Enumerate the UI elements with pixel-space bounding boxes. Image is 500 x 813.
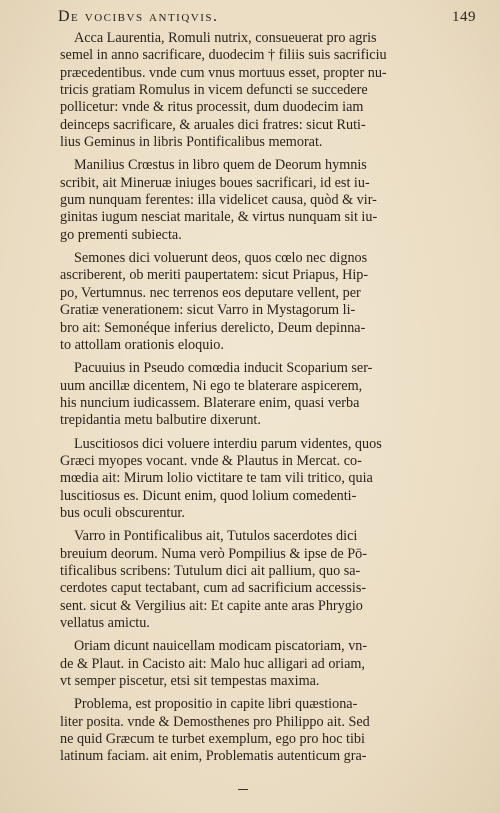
text-line: semel in anno sacrificare, duodecim † filiis suis sacrificiu: [60, 47, 387, 64]
paragraph: [60, 360, 474, 429]
text-line: Oriam dicunt nauicellam modicam piscatoriam, vn-: [74, 638, 368, 655]
text-line: Semones dici voluerunt deos, quos cœlo nec dignos: [74, 250, 368, 267]
paragraph: [60, 638, 474, 690]
body-text: [60, 30, 474, 772]
footer-mark: [238, 789, 248, 790]
text-line: Manilius Crœstus in libro quem de Deorum hymnis: [74, 157, 367, 174]
text-line: gum nunquam ferentes: illa videlicet causa, quòd & vir-: [60, 192, 377, 209]
text-line: cerdotes caput tectabant, cum ad sacrificium accessis-: [60, 580, 367, 597]
text-line: liter posita. vnde & Demosthenes pro Philippo ait. Sed: [60, 713, 370, 730]
text-line: Luscitiosos dici voluere interdiu parum videntes, quos: [74, 435, 382, 452]
text-line: præcedentibus. vnde cum vnus mortuus esset, propter nu-: [60, 64, 387, 81]
text-line: uum ancillæ dicentem, Ni ego te blaterare aspicerem,: [60, 377, 363, 394]
text-line: Græci myopes vocant. vnde & Plautus in Mercat. co-: [60, 452, 362, 469]
text-line: tificalibus scribens: Tutulum dici ait pallium, quo sa-: [60, 562, 361, 579]
text-line: tricis gratiam Romulus in vicem defuncti se succedere: [60, 82, 368, 99]
text-line: Varro in Pontificalibus ait, Tutulos sacerdotes dici: [74, 528, 358, 545]
text-line: vt semper piscetur, etsi sit tempestas maxima.: [60, 673, 320, 690]
paragraph: [60, 157, 474, 244]
text-line: Problema, est propositio in capite libri quæstiona-: [74, 696, 358, 713]
text-line: lius Geminus in libris Pontificalibus memorat.: [60, 134, 323, 151]
text-line: bus oculi obscurentur.: [60, 504, 185, 521]
paragraph: [60, 528, 474, 632]
page-header: [58, 8, 476, 26]
text-line: ne quid Græcum te turbet exemplum, ego pro hoc tibi: [60, 731, 365, 748]
text-line: de & Plaut. in Cacisto ait: Malo huc alligari ad oriam,: [60, 655, 365, 672]
text-line: scribit, ait Mineruæ iniuges boues sacrificari, id est iu-: [60, 174, 370, 191]
page-number: 149: [452, 9, 476, 25]
text-line: Gratiæ venerationem: sicut Varro in Mystagorum li-: [60, 302, 356, 319]
text-line: trepidantia metu balbutire dixerunt.: [60, 412, 261, 429]
text-line: ginitas iugum nesciat maritale, & virtus nunquam sit iu-: [60, 209, 378, 226]
text-line: Pacuuius in Pseudo comœdia inducit Scoparium ser-: [74, 360, 373, 377]
text-line: Acca Laurentia, Romuli nutrix, consueuerat pro agris: [74, 30, 377, 46]
text-line: bro ait: Semonéque inferius derelicto, Deum depinna-: [60, 319, 366, 336]
text-line: deinceps sacrificare, & aruales dici fratres: sicut Ruti-: [60, 116, 366, 133]
text-line: go prementi subiecta.: [60, 226, 182, 243]
text-line: to attollam orationis eloquio.: [60, 336, 224, 353]
paragraph: [60, 250, 474, 354]
paragraph: [60, 436, 474, 523]
paragraph: [60, 30, 474, 151]
text-line: po, Vertumnus. nec terrenos eos deputare vellent, per: [60, 284, 361, 301]
text-line: vellatus amictu.: [60, 615, 150, 631]
running-head: De vocibvs antiqvis.: [58, 8, 219, 25]
text-line: ascriberent, ob meriti paupertatem: sicut Priapus, Hip-: [60, 267, 369, 284]
text-line: mœdia ait: Mirum lolio victitare te tam vili tritico, quia: [60, 470, 373, 487]
text-line: his nuncium iudicassem. Blaterare enim, quasi verba: [60, 394, 360, 411]
paragraph: [60, 696, 474, 765]
text-line: breuium deorum. Numa verò Pompilius & ipse de Pō-: [60, 545, 367, 562]
text-line: latinum faciam. ait enim, Problematis autenticum gra-: [60, 748, 367, 765]
text-line: luscitiosus es. Dicunt enim, quod lolium comedenti-: [60, 487, 357, 504]
text-line: pollicetur: vnde & ritus processit, dum duodecim iam: [60, 99, 364, 116]
text-line: sent. sicut & Vergilius ait: Et capite ante aras Phrygio: [60, 597, 363, 614]
